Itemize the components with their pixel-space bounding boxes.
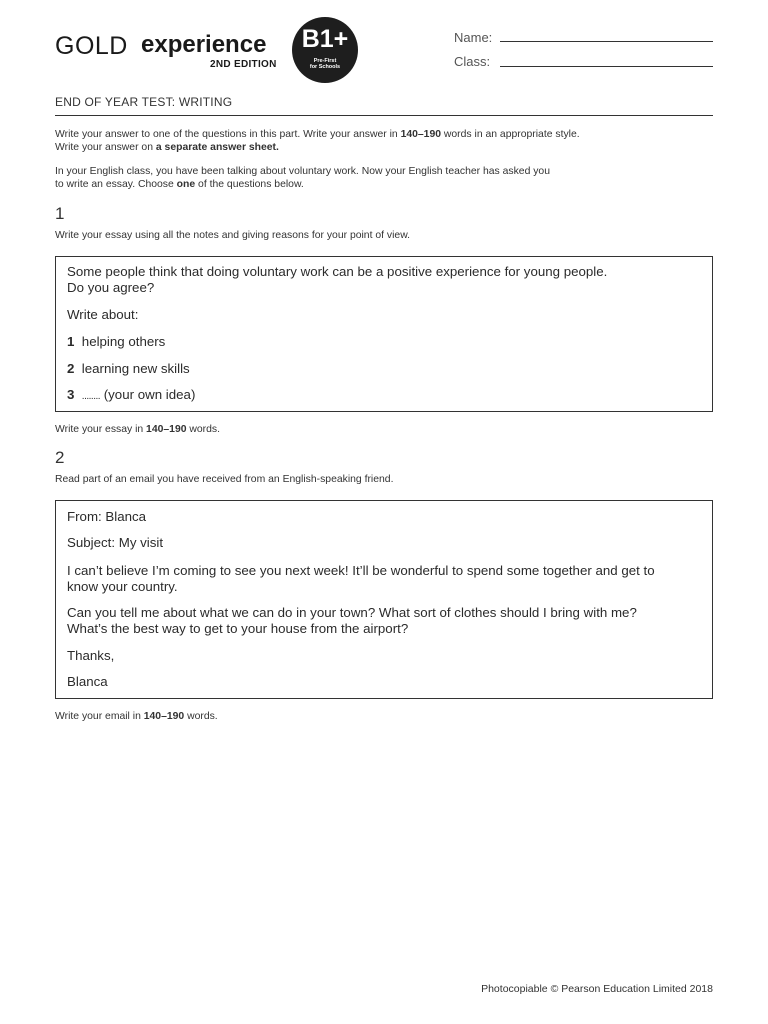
question-2-email-box: [55, 500, 713, 699]
essay-note-1: 1 helping others: [67, 334, 166, 349]
level-badge-subtitle: [292, 58, 358, 71]
email-signoff: Blanca: [67, 674, 108, 689]
level-badge-text: B1+: [301, 25, 349, 53]
logo-edition: 2ND EDITION: [210, 59, 277, 70]
essay-statement: Some people think that doing voluntary work can be a positive experience for young people. Do you agree?: [67, 264, 608, 295]
name-label: Name:: [454, 30, 493, 45]
logo-experience: experience: [141, 31, 267, 58]
question-2-number: 2: [55, 448, 65, 467]
question-2-word-count: Write your email in 140–190 words.: [55, 711, 218, 722]
level-sub-line1: Pre-First: [313, 58, 337, 64]
question-2-instruction: Read part of an email you have received from an English-speaking friend.: [55, 474, 394, 485]
email-from: From: Blanca: [67, 509, 147, 524]
page-header: [55, 16, 715, 86]
logo-gold: GOLD: [55, 32, 128, 60]
essay-note-2: 2 learning new skills: [67, 361, 190, 376]
question-1-word-count: Write your essay in 140–190 words.: [55, 424, 220, 435]
question-1-box: [55, 256, 713, 412]
name-field[interactable]: [500, 41, 713, 42]
level-sub-line2: for Schools: [309, 64, 341, 71]
write-about-label: Write about:: [67, 307, 139, 322]
copyright-footer: Photocopiable © Pearson Education Limited 2018: [481, 983, 713, 995]
intro-instructions: Write your answer to one of the questions in this part. Write your answer in 140–190 words in an appropriate style. Write your answer on a separate answer sheet.: [55, 129, 580, 153]
intro-context: In your English class, you have been talking about voluntary work. Now your English teacher has asked you to write an essay. Choose one of the questions below.: [55, 166, 550, 190]
class-label: Class:: [454, 54, 491, 69]
email-subject: Subject: My visit: [67, 535, 164, 550]
test-title: END OF YEAR TEST: WRITING: [55, 95, 233, 109]
class-field[interactable]: [500, 66, 713, 67]
email-thanks: Thanks,: [67, 648, 115, 663]
title-divider: [55, 115, 713, 116]
email-paragraph-1: I can’t believe I’m coming to see you next week! It’ll be wonderful to spend some together and get to know your country.: [67, 563, 655, 594]
question-1-instruction: Write your essay using all the notes and giving reasons for your point of view.: [55, 230, 411, 241]
email-paragraph-2: Can you tell me about what we can do in your town? What sort of clothes should I bring with me? What’s the best way to get to your house from the airport?: [67, 605, 637, 636]
level-badge: [292, 17, 358, 83]
question-1-number: 1: [55, 204, 65, 223]
essay-note-3: 3 ........ (your own idea): [67, 387, 196, 402]
